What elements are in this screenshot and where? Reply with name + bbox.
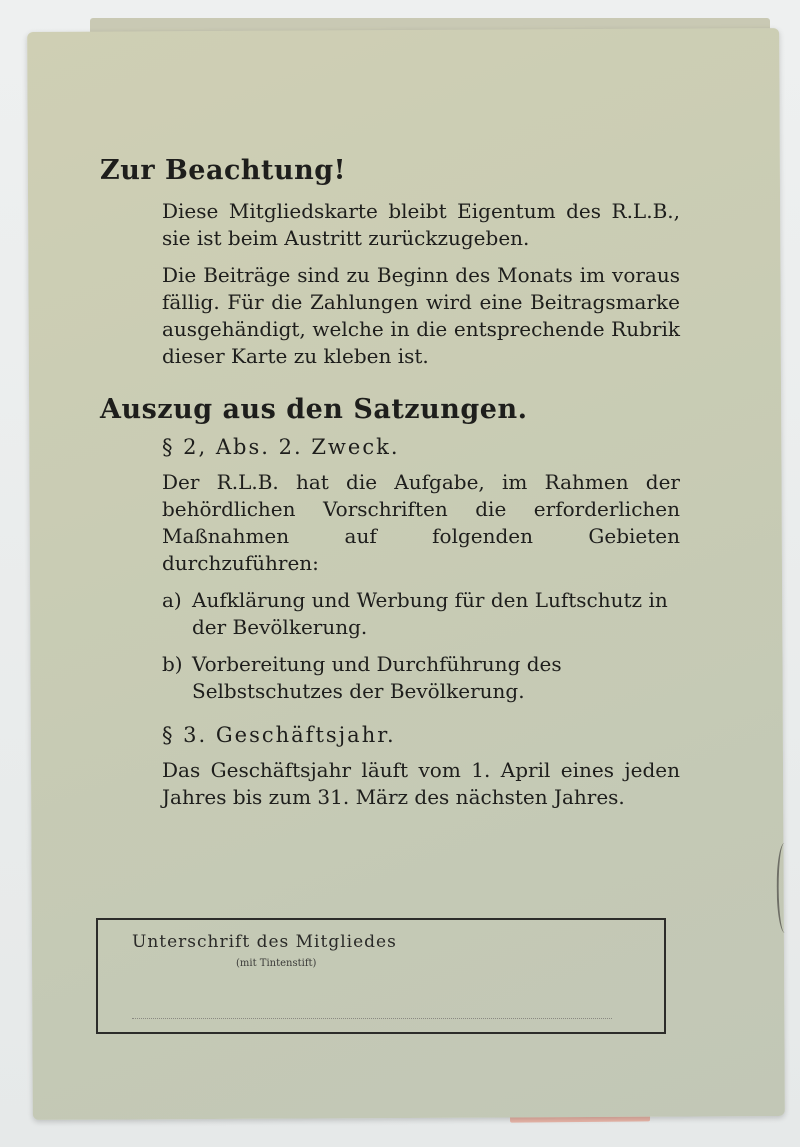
notice-heading: Zur Beachtung! [100, 155, 346, 186]
signature-box [96, 918, 666, 1034]
notice-paragraph-2: Die Beiträge sind zu Beginn des Monats im voraus fällig. Für die Zahlungen wird eine Beitragsmarke ausgehändigt, welche in die entsprechende Rubrik dieser Karte zu kleben ist. [162, 263, 680, 368]
signature-line [132, 1018, 612, 1019]
list-item-text: Vorbereitung und Durchführung des Selbstschutzes der Bevölkerung. [192, 652, 562, 703]
section-title-fiscal-year: § 3. Geschäftsjahr. [162, 723, 396, 747]
list-item [100, 651, 680, 705]
notice-paragraph-1: Diese Mitgliedskarte bleibt Eigentum des R.L.B., sie ist beim Austritt zurückzugeben. [162, 199, 680, 250]
signature-label: Unterschrift des Mitgliedes [132, 932, 397, 952]
card-content [100, 155, 680, 811]
statutes-heading: Auszug aus den Satzungen. [100, 394, 528, 425]
section-purpose-text: Der R.L.B. hat die Aufgabe, im Rahmen der behördlichen Vorschriften die erforderlichen Maßnahmen auf folgenden Gebieten durchzuführen: [162, 470, 680, 575]
signature-note: (mit Tintenstift) [236, 958, 317, 969]
list-marker: b) [162, 652, 183, 676]
section-title-purpose: § 2, Abs. 2. Zweck. [162, 435, 400, 459]
list-item-text: Aufklärung und Werbung für den Luftschutz in der Bevölkerung. [192, 588, 668, 639]
section-fiscal-year-text: Das Geschäftsjahr läuft vom 1. April eines jeden Jahres bis zum 31. März des nächsten Jahres. [162, 758, 680, 809]
list-marker: a) [162, 588, 182, 612]
list-item [100, 587, 680, 641]
